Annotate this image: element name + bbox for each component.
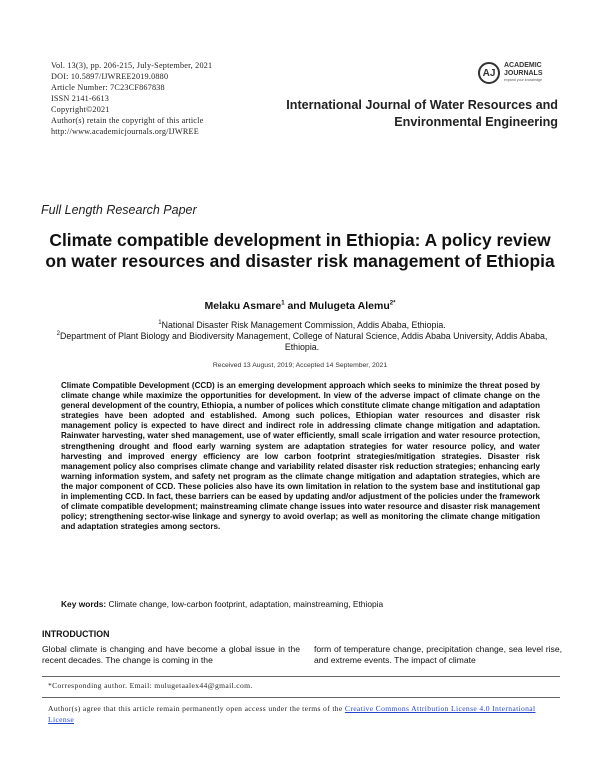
journal-name-line2: Environmental Engineering — [394, 115, 558, 129]
introduction-column-left: Global climate is changing and have become a global issue in the recent decades. The change is coming in the — [42, 644, 300, 665]
journal-name-line1: International Journal of Water Resources and — [286, 98, 558, 112]
affiliation-1 — [52, 320, 552, 331]
publisher-logo — [478, 62, 543, 85]
author-2: Mulugeta Alemu — [309, 300, 390, 312]
section-label: Full Length Research Paper — [41, 203, 197, 217]
introduction-heading: INTRODUCTION — [42, 629, 110, 639]
logo-line1: ACADEMIC — [504, 62, 542, 69]
article-metadata — [51, 60, 212, 137]
volume-info: Vol. 13(3), pp. 206-215, July-September, 2021 — [51, 61, 213, 70]
abstract: Climate Compatible Development (CCD) is an emerging development approach which seeks to minimize the threat posed by climate change while maximize the opportunities for development. In view of the adverse impact of climate change on the general development of the country, Ethiopia, a number of polices which constitute climate change mitigation and adaptation strategies have been adopted and established. Among such polices, Ethiopian water resources and disaster risk management policy is expected to have direct and indirect role in addressing climate change mitigation and adaptation. Rainwater harvesting, water shed management, use of water efficiently, small scale irrigation and water resource protection, strengthening drought and flood early warning system are adaptation strategies for water resource policy, and water harvesting and improved energy efficiency are low carbon footprint strategies/mitigation strategies. Disaster risk management policy also comprises climate change and variability related disaster risk reduction strategies; enhancing early warning information system, and safety net program as the climate change mitigation and adaptation strategies, which are the major component of CCD. These policies also have its own limitation in relation to the system base and institutional gap in implementing CCD. In fact, these barriers can be eased by updating and/or adjustment of the policies under the framework of climate compatible development; mainstreaming climate change issues into water resource and disaster risk management policy; strengthening sector-wise linkage and synergy to avoid overlap; as well as monitoring the climate change mitigation and adaptation strategies among sectors. — [61, 381, 540, 532]
license-link[interactable]: Creative Commons Attribution License 4.0 International License — [48, 704, 536, 724]
rights-statement: Author(s) retain the copyright of this article — [51, 116, 204, 125]
copyright: Copyright©2021 — [51, 105, 110, 114]
doi: DOI: 10.5897/IJWREE2019.0880 — [51, 72, 169, 81]
keywords-text: Climate change, low-carbon footprint, adaptation, mainstreaming, Ethiopia — [108, 599, 384, 609]
received-accepted-dates: Received 13 August, 2019; Accepted 14 September, 2021 — [212, 362, 388, 369]
keywords — [61, 599, 383, 609]
affiliations — [52, 320, 552, 353]
affiliation-2-mark: 2 — [56, 331, 60, 338]
author-2-affil-mark: 2* — [389, 300, 396, 307]
affiliation-1-mark: 1 — [158, 320, 162, 327]
author-joiner: and — [284, 300, 310, 312]
logo-tagline: expand your knowledge — [504, 78, 542, 82]
article-number: Article Number: 7C23CF867838 — [51, 83, 165, 92]
introduction-column-right: form of temperature change, precipitation change, sea level rise, and extreme events. The impact of climate — [314, 644, 562, 665]
author-1: Melaku Asmare — [204, 300, 282, 312]
journal-name — [286, 97, 558, 131]
corresponding-author-note: *Corresponding author. Email: mulugetaalex44@gmail.com. — [48, 681, 253, 690]
affiliation-2 — [52, 331, 552, 353]
footnote-divider — [42, 676, 560, 677]
authors — [0, 300, 600, 312]
keywords-label: Key words: — [61, 599, 107, 609]
aj-logo-icon: AJ — [478, 62, 500, 84]
license-note — [48, 703, 560, 725]
author-1-affil-mark: 1 — [281, 300, 285, 307]
footnote-divider-2 — [42, 697, 560, 698]
logo-line2: JOURNALS — [504, 69, 543, 77]
affiliation-2-text: Department of Plant Biology and Biodiversity Management, College of Natural Science, Addis Ababa University, Addis Ababa, Ethiopia. — [59, 331, 548, 352]
paper-title: Climate compatible development in Ethiopia: A policy review on water resources and disaster risk management of Ethiopia — [45, 230, 555, 271]
license-prefix: Author(s) agree that this article remain permanently open access under the terms of the — [48, 704, 345, 713]
journal-url[interactable]: http://www.academicjournals.org/IJWREE — [51, 127, 199, 136]
affiliation-1-text: National Disaster Risk Management Commission, Addis Ababa, Ethiopia. — [161, 320, 446, 330]
issn: ISSN 2141-6613 — [51, 94, 110, 103]
